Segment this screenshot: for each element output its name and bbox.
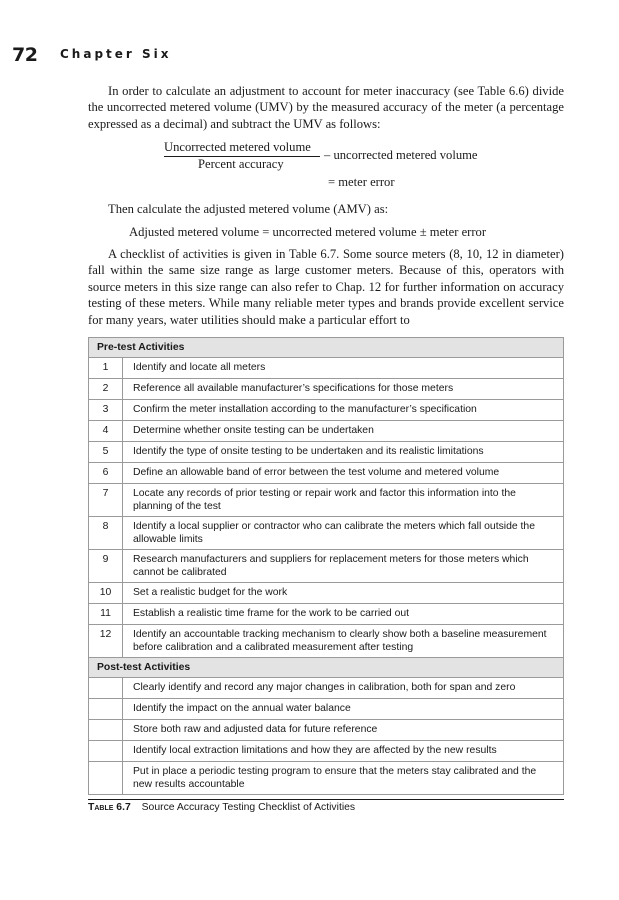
table-row (89, 741, 564, 762)
row-number: 11 (89, 604, 123, 625)
table-row (89, 358, 564, 379)
row-number: 4 (89, 421, 123, 442)
table-row (89, 484, 564, 517)
row-number: 2 (89, 379, 123, 400)
formula-denominator: Percent accuracy (198, 157, 284, 171)
row-activity: Identify the impact on the annual water balance (123, 699, 564, 720)
row-activity: Identify a local supplier or contractor who can calibrate the meters which fall outside the allowable limits (123, 517, 564, 550)
row-number: 3 (89, 400, 123, 421)
row-number: 7 (89, 484, 123, 517)
paragraph-checklist: A checklist of activities is given in Table 6.7. Some source meters (8, 10, 12 in diameter) fall within the same size range as large customer meters. Because of this, operators with source meters in this size range can also refer to Chap. 12 for further information on accuracy testing of these meters. While many reliable meter types and brands provide excellent service for many years, water utilities should make a particular effort to (88, 247, 564, 327)
caption-text: Source Accuracy Testing Checklist of Activities (141, 802, 356, 813)
row-number: 8 (89, 517, 123, 550)
row-number: 10 (89, 583, 123, 604)
formula-result: = meter error (328, 175, 395, 189)
row-activity: Put in place a periodic testing program to ensure that the meters stay calibrated and the new results accountable (123, 762, 564, 795)
row-activity: Clearly identify and record any major changes in calibration, both for span and zero (123, 678, 564, 699)
paragraph-amv: Then calculate the adjusted metered volume (AMV) as: (108, 202, 389, 216)
row-number: 9 (89, 550, 123, 583)
row-activity: Locate any records of prior testing or repair work and factor this information into the planning of the test (123, 484, 564, 517)
table-row (89, 699, 564, 720)
row-number (89, 678, 123, 699)
table-row (89, 583, 564, 604)
row-activity: Reference all available manufacturer’s specifications for those meters (123, 379, 564, 400)
table-row (89, 400, 564, 421)
row-activity: Confirm the meter installation according to the manufacturer’s specification (123, 400, 564, 421)
formula-numerator: Uncorrected metered volume (164, 140, 311, 154)
row-number: 6 (89, 463, 123, 484)
row-activity: Establish a realistic time frame for the work to be carried out (123, 604, 564, 625)
row-activity: Research manufacturers and suppliers for replacement meters for those meters which cannot be calibrated (123, 550, 564, 583)
row-number (89, 741, 123, 762)
row-activity: Determine whether onsite testing can be undertaken (123, 421, 564, 442)
row-activity: Identify and locate all meters (123, 358, 564, 379)
row-number (89, 720, 123, 741)
table-row (89, 625, 564, 658)
table-row (89, 442, 564, 463)
table-row (89, 678, 564, 699)
table-caption (88, 802, 355, 813)
row-number (89, 762, 123, 795)
caption-rule (88, 799, 564, 800)
row-activity: Define an allowable band of error between the test volume and metered volume (123, 463, 564, 484)
paragraph-intro: In order to calculate an adjustment to account for meter inaccuracy (see Table 6.6) divide the uncorrected metered volume (UMV) by the measured accuracy of the meter (a percentage expressed as a decimal) and subtract the UMV as follows: (88, 84, 564, 131)
table-row (89, 517, 564, 550)
checklist-table (88, 337, 564, 795)
table-row (89, 720, 564, 741)
amv-equation: Adjusted metered volume = uncorrected metered volume ± meter error (129, 225, 487, 239)
post-test-heading-label: Post-test Activities (89, 658, 564, 678)
pre-test-heading-label: Pre-test Activities (89, 338, 564, 358)
caption-label: Table 6.7 (88, 802, 131, 813)
row-activity: Store both raw and adjusted data for future reference (123, 720, 564, 741)
chapter-title: Chapter Six (60, 47, 172, 61)
row-number (89, 699, 123, 720)
row-activity: Identify an accountable tracking mechanism to clearly show both a baseline measurement before calibration and a calibrated measurement after testing (123, 625, 564, 658)
meter-error-formula (160, 140, 540, 192)
table-row (89, 421, 564, 442)
formula-minus-term: – uncorrected metered volume (324, 148, 478, 162)
table-row (89, 379, 564, 400)
page-number: 72 (12, 44, 38, 66)
table-row (89, 604, 564, 625)
row-activity: Identify local extraction limitations and how they are affected by the new results (123, 741, 564, 762)
table-row (89, 762, 564, 795)
table-row (89, 550, 564, 583)
row-number: 5 (89, 442, 123, 463)
row-activity: Set a realistic budget for the work (123, 583, 564, 604)
row-number: 1 (89, 358, 123, 379)
pre-test-heading (89, 338, 564, 358)
table-row (89, 463, 564, 484)
post-test-heading (89, 658, 564, 678)
row-number: 12 (89, 625, 123, 658)
row-activity: Identify the type of onsite testing to be undertaken and its realistic limitations (123, 442, 564, 463)
